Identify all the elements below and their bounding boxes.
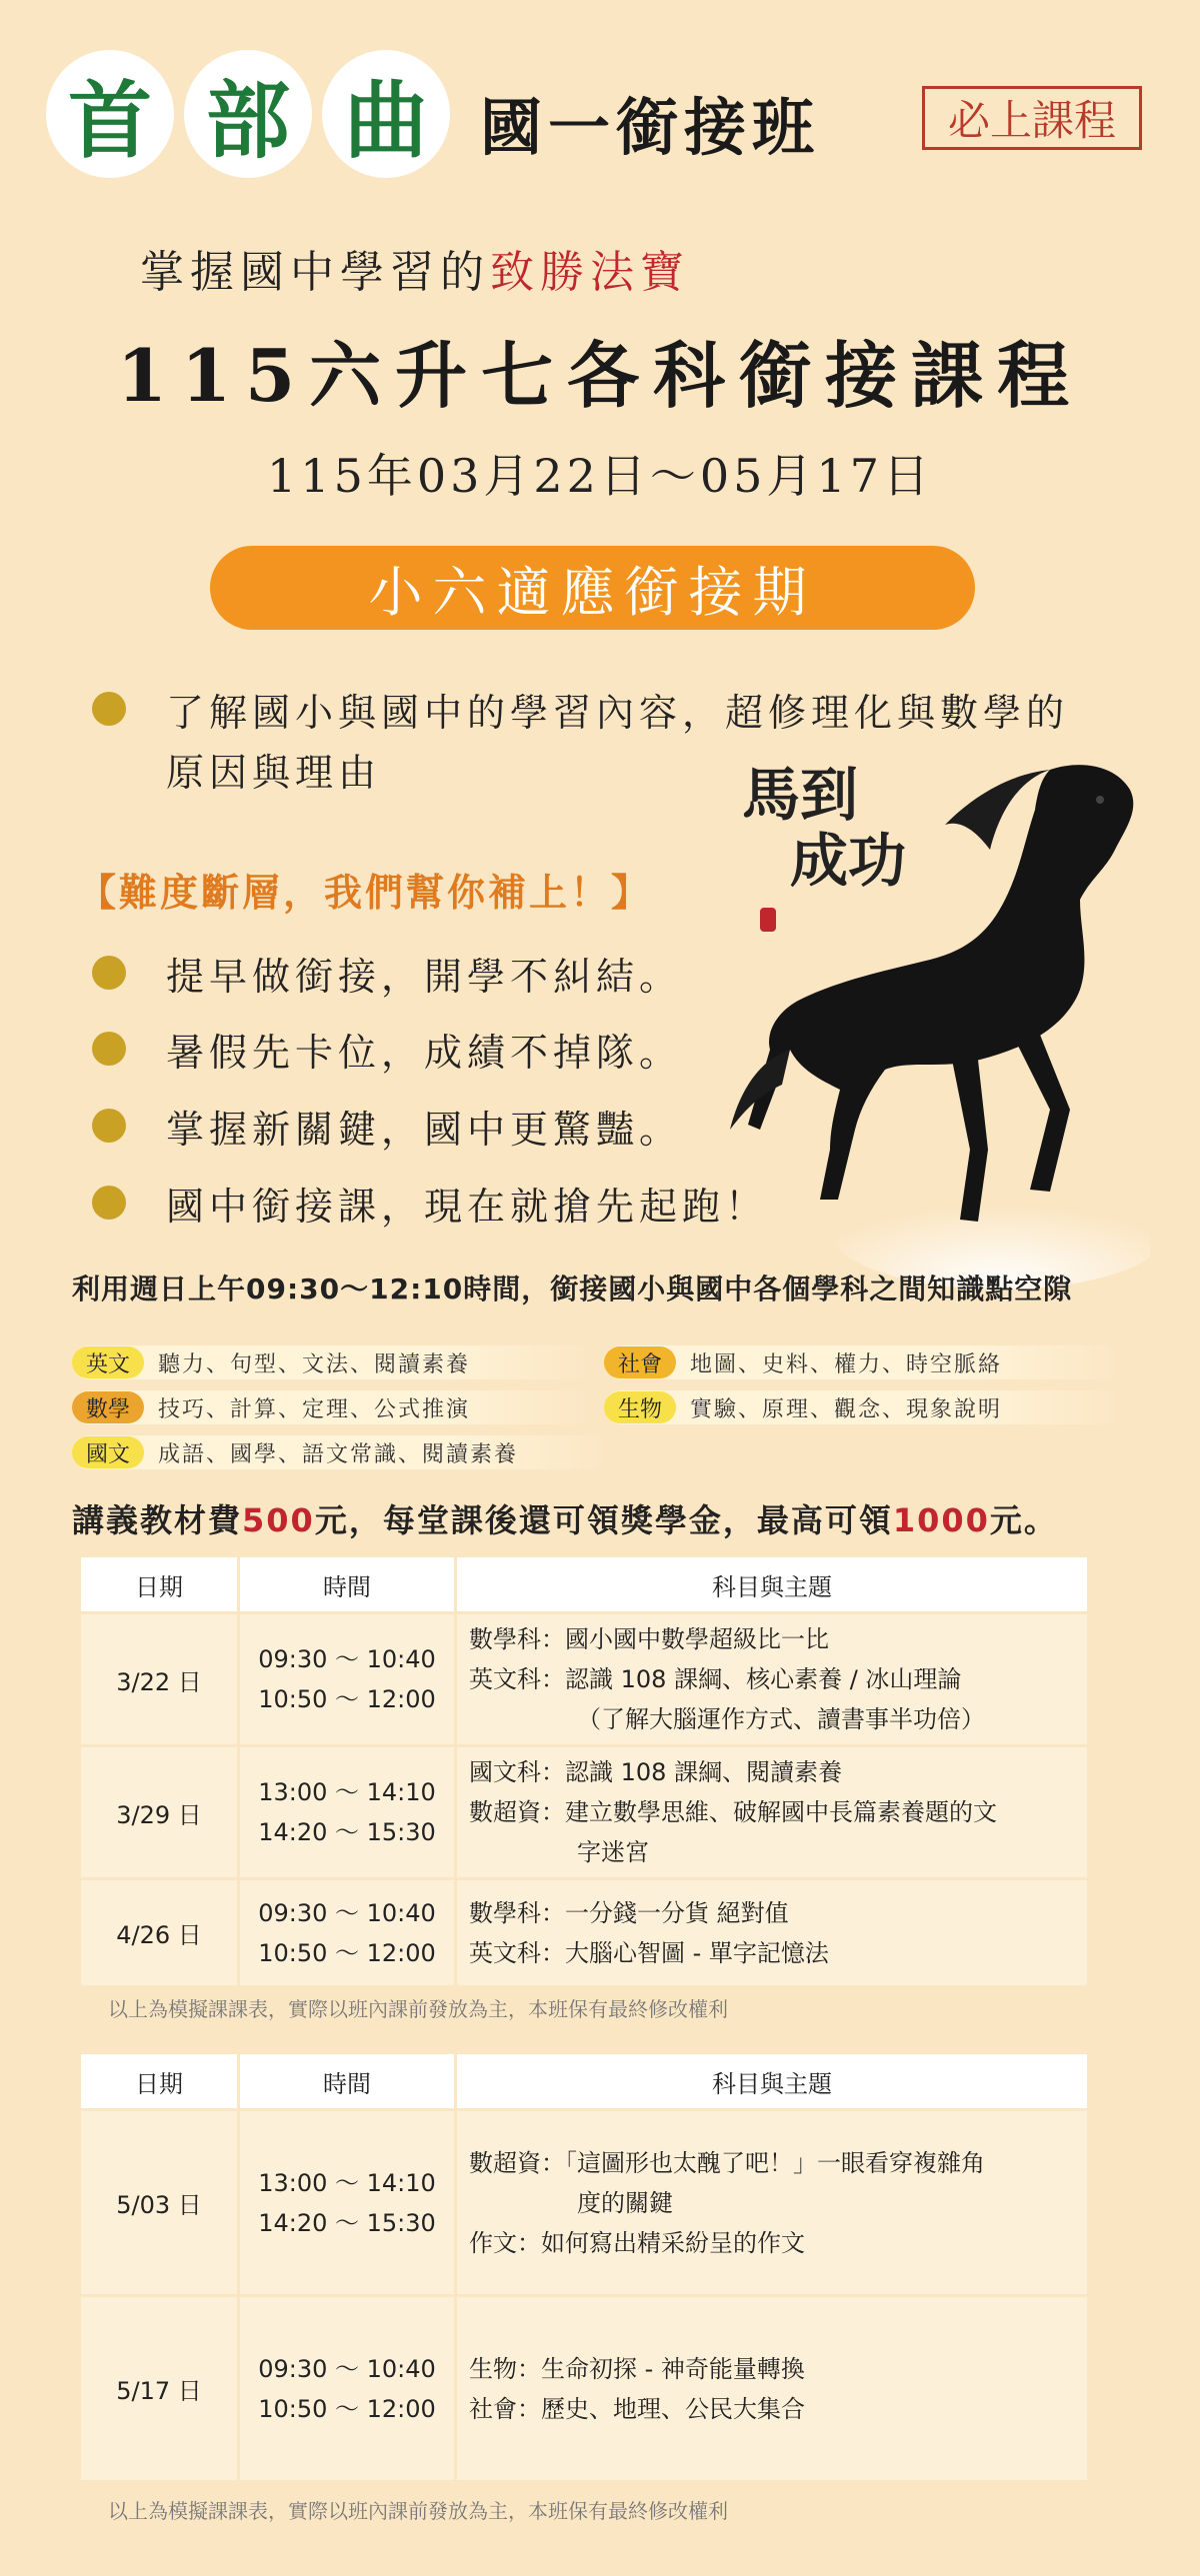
subject-tag: 數學 xyxy=(72,1391,144,1423)
calligraphy-line-2: 成功 xyxy=(790,827,907,895)
subtitle-pre: 掌握國中學習的 xyxy=(140,247,490,298)
schedule-note: 以上為模擬課課表，實際以班內課前發放為主，本班保有最終修改權利 xyxy=(108,2499,728,2523)
intro-bullet-line2: 原因與理由 xyxy=(166,751,382,795)
must-badge: 必上課程 xyxy=(922,86,1142,150)
subject-tag: 國文 xyxy=(72,1436,144,1468)
bullet-item: 暑假先卡位，成績不掉隊。 xyxy=(166,1031,683,1075)
subject-text: 技巧、計算、定理、公式推演 xyxy=(158,1396,471,1422)
fee-post: 元。 xyxy=(989,1501,1058,1539)
table-header-row xyxy=(80,1556,1089,1613)
bullet-dot xyxy=(92,956,126,990)
row-subjects: 數學科：國小國中數學超級比一比 英文科：認識 108 課綱、核心素養 / 冰山理論 （了解大腦運作方式、讀書事半功倍） xyxy=(456,1613,1089,1746)
row-times: 13:00 ～ 14:10 14:20 ～ 15:30 xyxy=(239,2110,456,2296)
brand-char-2: 部 xyxy=(184,50,312,178)
course-dates: 115年03月22日～05月17日 xyxy=(267,449,933,503)
subject-row-math xyxy=(72,1390,592,1424)
bullet-dot xyxy=(92,1032,126,1066)
subject-text: 地圖、史料、權力、時空脈絡 xyxy=(690,1351,1003,1377)
headline: 115六升七各科銜接課程 xyxy=(116,333,1084,418)
brand-char-3: 曲 xyxy=(322,50,450,178)
calligraphy-line-1: 馬到 xyxy=(742,761,859,829)
fee-line xyxy=(72,1495,1058,1541)
schedule-table-2 xyxy=(78,2051,1090,2483)
row-date: 3/29 日 xyxy=(80,1746,239,1879)
fee-max: 1000 xyxy=(892,1501,990,1539)
table-header-row xyxy=(80,2053,1089,2110)
brand-char-1: 首 xyxy=(46,50,174,178)
bullet-dot xyxy=(92,1109,126,1143)
header-subject: 科目與主題 xyxy=(456,2053,1089,2110)
bullet-dot xyxy=(92,692,126,726)
table-row xyxy=(80,1613,1089,1746)
gap-heading: 【難度斷層，我們幫你補上！】 xyxy=(78,871,653,915)
row-subjects: 數超資：「這圖形也太醜了吧！」一眼看穿複雜角 度的關鍵 作文：如何寫出精采紛呈的作文 xyxy=(456,2110,1089,2296)
row-date: 5/17 日 xyxy=(80,2296,239,2482)
schedule-table-1 xyxy=(78,1554,1090,1988)
row-times: 09:30 ～ 10:40 10:50 ～ 12:00 xyxy=(239,1879,456,1987)
header-subject: 科目與主題 xyxy=(456,1556,1089,1613)
subtitle xyxy=(140,236,690,300)
intro-bullet-line1: 了解國小與國中的學習內容，超修理化與數學的 xyxy=(166,691,1070,735)
table-row xyxy=(80,1879,1089,1987)
class-title: 國一銜接班 xyxy=(480,91,821,164)
header-time: 時間 xyxy=(239,2053,456,2110)
subject-row-biology xyxy=(604,1390,1124,1424)
subject-row-social xyxy=(604,1345,1124,1379)
subject-tag: 社會 xyxy=(604,1346,676,1378)
usage-line: 利用週日上午09:30～12:10時間，銜接國小與國中各個學科之間知識點空隙 xyxy=(72,1273,1073,1305)
period-pill: 小六適應銜接期 xyxy=(210,546,975,630)
subtitle-highlight: 致勝法寶 xyxy=(490,247,690,298)
subject-text: 實驗、原理、觀念、現象說明 xyxy=(690,1396,1003,1422)
subject-text: 成語、國學、語文常識、閱讀素養 xyxy=(158,1441,519,1467)
horse-calligraphy xyxy=(742,762,906,894)
table-row xyxy=(80,2296,1089,2482)
row-date: 3/22 日 xyxy=(80,1613,239,1746)
bullet-dot xyxy=(92,1186,126,1220)
row-date: 5/03 日 xyxy=(80,2110,239,2296)
row-subjects: 生物：生命初探 - 神奇能量轉換 社會：歷史、地理、公民大集合 xyxy=(456,2296,1089,2482)
table-row xyxy=(80,2110,1089,2296)
row-subjects: 數學科：一分錢一分貨 絕對值 英文科：大腦心智圖 - 單字記憶法 xyxy=(456,1879,1089,1987)
row-subjects: 國文科：認識 108 課綱、閱讀素養 數超資：建立數學思維、破解國中長篇素養題的文 字迷宮 xyxy=(456,1746,1089,1879)
row-times: 09:30 ～ 10:40 10:50 ～ 12:00 xyxy=(239,1613,456,1746)
red-seal-icon xyxy=(760,908,776,932)
bullet-item: 提早做銜接，開學不糾結。 xyxy=(166,955,683,999)
subject-row-chinese xyxy=(72,1435,612,1469)
subject-row-english xyxy=(72,1345,592,1379)
subject-tag: 英文 xyxy=(72,1346,144,1378)
fee-amount: 500 xyxy=(242,1501,315,1539)
fee-pre: 講義教材費 xyxy=(72,1501,243,1539)
table-row xyxy=(80,1746,1089,1879)
subject-text: 聽力、句型、文法、閱讀素養 xyxy=(158,1351,471,1377)
bullet-item: 國中銜接課，現在就搶先起跑！ xyxy=(166,1185,769,1229)
row-date: 4/26 日 xyxy=(80,1879,239,1987)
subject-tag: 生物 xyxy=(604,1391,676,1423)
header-date: 日期 xyxy=(80,1556,239,1613)
schedule-note: 以上為模擬課課表，實際以班內課前發放為主，本班保有最終修改權利 xyxy=(108,1997,728,2021)
header-time: 時間 xyxy=(239,1556,456,1613)
row-times: 09:30 ～ 10:40 10:50 ～ 12:00 xyxy=(239,2296,456,2482)
row-times: 13:00 ～ 14:10 14:20 ～ 15:30 xyxy=(239,1746,456,1879)
header-date: 日期 xyxy=(80,2053,239,2110)
bullet-item: 掌握新關鍵，國中更驚豔。 xyxy=(166,1108,683,1152)
fee-mid: 元，每堂課後還可領獎學金，最高可領 xyxy=(314,1501,893,1539)
